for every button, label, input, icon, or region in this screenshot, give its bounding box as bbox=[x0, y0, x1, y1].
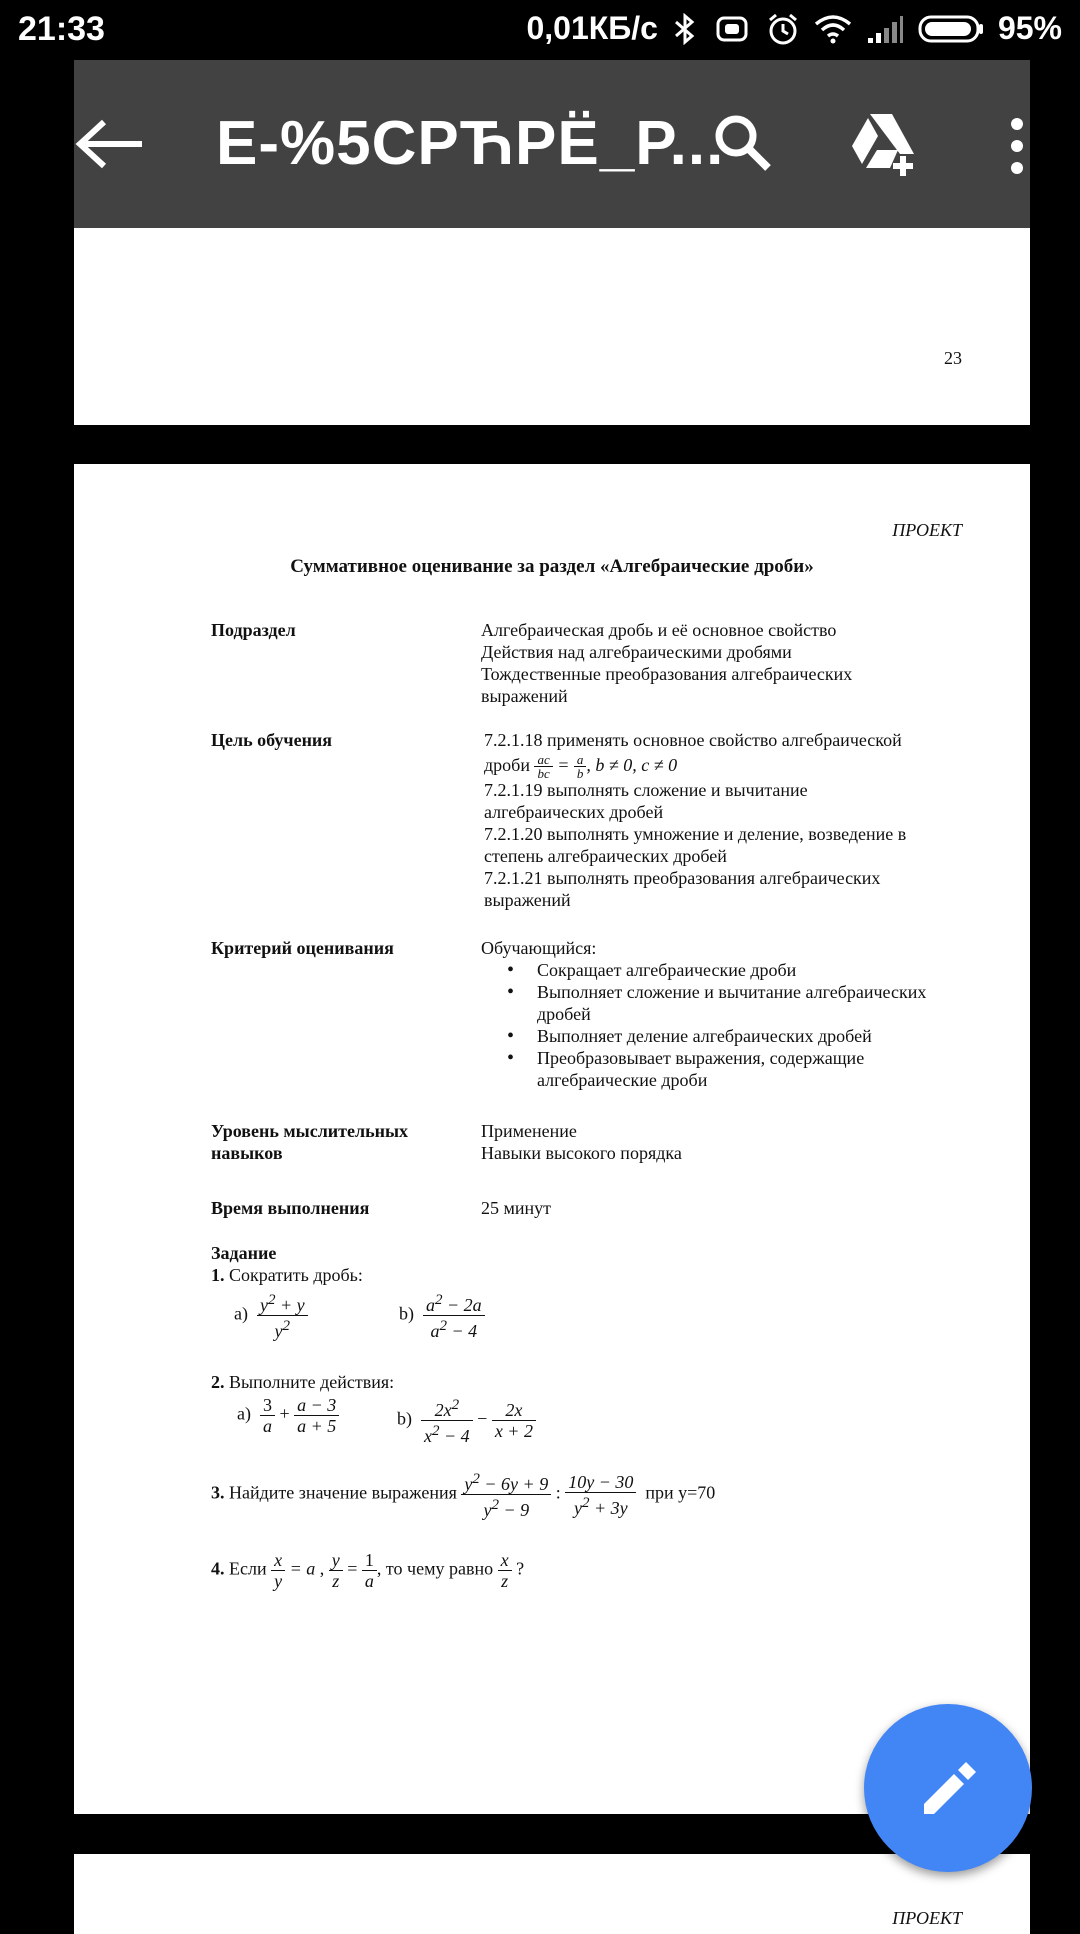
fraction: $\frac{10y - 30}{y^2 + 3y}$ bbox=[565, 1472, 636, 1518]
text-line: Действия над алгебраическими дробями bbox=[481, 642, 792, 662]
bluetooth-icon bbox=[672, 13, 698, 45]
text-line: Навыки высокого порядка bbox=[481, 1143, 682, 1163]
pdf-page-current[interactable] bbox=[74, 464, 1030, 1814]
fraction: $\frac{x}{z}$ bbox=[498, 1550, 512, 1591]
task-text: ? bbox=[516, 1558, 525, 1579]
list-item: • Преобразовывает выражения, содержащие bbox=[537, 1047, 981, 1069]
fraction: $\frac{x}{y}$ bbox=[271, 1550, 285, 1591]
battery-percent: 95% bbox=[997, 10, 1062, 46]
page-title: Суммативное оценивание за раздел «Алгебраические дроби» bbox=[290, 556, 814, 577]
subsection-value bbox=[481, 619, 981, 707]
goal-formula-line: дроби $\frac{ac}{bc}$ = $\frac{a}{b}$ , b ≠ 0, c ≠ 0 bbox=[484, 752, 678, 782]
option-label: b) bbox=[397, 1408, 412, 1429]
status-bar bbox=[0, 0, 1080, 60]
pdf-page-previous[interactable] bbox=[74, 228, 1030, 425]
fraction: $\frac{3}{a}$ bbox=[260, 1395, 275, 1436]
list-item: • Выполняет сложение и вычитание алгебраических bbox=[537, 981, 981, 1003]
text-line: выражений bbox=[481, 686, 568, 706]
criteria-list bbox=[481, 959, 981, 1091]
document-title: E-%5CPЋPЁ_P... bbox=[216, 109, 725, 178]
fraction: $\frac{y^2 + y}{y^2}$ bbox=[257, 1290, 308, 1341]
text-line: Применение bbox=[481, 1121, 577, 1141]
vibrate-icon bbox=[712, 14, 752, 44]
text-line: алгебраических дробей bbox=[484, 802, 664, 822]
list-item: • Выполняет деление алгебраических дробей bbox=[537, 1025, 981, 1047]
fraction: $\frac{a^2 - 2a}{a^2 - 4}$ bbox=[423, 1290, 485, 1341]
more-vert-icon[interactable] bbox=[1004, 116, 1030, 176]
task-number: 1. bbox=[211, 1265, 225, 1285]
text-line: степень алгебраических дробей bbox=[484, 846, 727, 866]
fraction: $\frac{2x}{x + 2}$ bbox=[492, 1400, 536, 1441]
task-1 bbox=[211, 1264, 363, 1286]
task-1-b bbox=[399, 1290, 485, 1341]
tasks-heading bbox=[211, 1242, 363, 1286]
text-line: навыков bbox=[211, 1143, 283, 1163]
task-1-a bbox=[234, 1290, 308, 1341]
wifi-icon bbox=[814, 14, 852, 44]
time-value: 25 минут bbox=[481, 1198, 552, 1218]
edit-pencil-icon bbox=[916, 1756, 980, 1820]
text-line: 7.2.1.21 выполнять преобразования алгебраических bbox=[484, 868, 881, 888]
add-to-drive-icon[interactable] bbox=[850, 112, 920, 178]
text-line: дроби bbox=[484, 755, 530, 775]
fraction: $\frac{y^2 - 6y + 9}{y^2 - 9}$ bbox=[461, 1469, 551, 1520]
thinking-label bbox=[211, 1120, 408, 1164]
status-time: 21:33 bbox=[18, 10, 105, 48]
task-2 bbox=[211, 1371, 394, 1393]
text-line: Обучающийся: bbox=[481, 938, 597, 958]
task-text: Если bbox=[229, 1558, 267, 1579]
task-number: 4. bbox=[211, 1558, 225, 1579]
text-line: 7.2.1.18 применять основное свойство алгебраической bbox=[484, 730, 902, 750]
task-4: 4. Если $\frac{x}{y}$ = a , $\frac{y}{z}$ = $\frac{1}{a}$ , то чему равно $\frac{x}{z}$ ? bbox=[211, 1550, 525, 1591]
text-line: Задание bbox=[211, 1243, 277, 1263]
fraction: $\frac{a - 3}{a + 5}$ bbox=[294, 1395, 339, 1436]
subsection-label: Подраздел bbox=[211, 620, 296, 640]
project-stamp: ПРОЕКТ bbox=[892, 1908, 962, 1928]
back-arrow-icon[interactable] bbox=[74, 104, 154, 184]
formula-ac-bc: $\frac{ac}{bc}$ bbox=[534, 753, 552, 780]
network-speed: 0,01КБ/с bbox=[526, 10, 658, 46]
fraction: $\frac{1}{a}$ bbox=[362, 1550, 377, 1591]
task-text: Найдите значение выражения bbox=[229, 1482, 457, 1503]
text-line: 7.2.1.20 выполнять умножение и деление, возведение в bbox=[484, 824, 907, 844]
list-item: • Сокращает алгебраические дроби bbox=[537, 959, 981, 981]
option-label: b) bbox=[399, 1303, 414, 1324]
text-line: Алгебраическая дробь и её основное свойство bbox=[481, 620, 837, 640]
fraction: $\frac{y}{z}$ bbox=[329, 1550, 343, 1591]
option-label: a) bbox=[237, 1403, 251, 1424]
option-label: a) bbox=[234, 1303, 248, 1324]
criteria-label: Критерий оценивания bbox=[211, 938, 394, 958]
signal-icon bbox=[866, 14, 904, 44]
task-2-b: b) $\frac{2x^2}{x^2 - 4}$ − $\frac{2x}{x + 2}$ bbox=[397, 1395, 536, 1446]
list-item-continuation: алгебраические дроби bbox=[537, 1070, 708, 1090]
criteria-value bbox=[481, 937, 981, 1091]
text-line: 7.2.1.19 выполнять сложение и вычитание bbox=[484, 780, 808, 800]
time-label: Время выполнения bbox=[211, 1198, 370, 1218]
text-line: выражений bbox=[484, 890, 571, 910]
alarm-icon bbox=[766, 12, 800, 46]
text-line: Тождественные преобразования алгебраических bbox=[481, 664, 853, 684]
formula-condition: , b ≠ 0, c ≠ 0 bbox=[586, 755, 678, 775]
page-number: 23 bbox=[944, 348, 962, 368]
task-2-a: a) $\frac{3}{a}$ + $\frac{a - 3}{a + 5}$ bbox=[237, 1395, 339, 1436]
thinking-value bbox=[481, 1120, 981, 1164]
list-item-continuation: дробей bbox=[537, 1004, 591, 1024]
status-right bbox=[526, 10, 1062, 47]
goal-label: Цель обучения bbox=[211, 730, 333, 750]
search-icon[interactable] bbox=[712, 112, 776, 176]
edit-fab-button[interactable] bbox=[864, 1704, 1032, 1872]
task-text: Сократить дробь: bbox=[229, 1265, 363, 1285]
battery-icon bbox=[918, 14, 984, 44]
formula-a-b: $\frac{a}{b}$ bbox=[574, 753, 587, 780]
task-text: Выполните действия: bbox=[229, 1372, 395, 1392]
task-number: 2. bbox=[211, 1372, 225, 1392]
project-stamp: ПРОЕКТ bbox=[892, 520, 962, 540]
task-text: , то чему равно bbox=[376, 1558, 494, 1579]
task-number: 3. bbox=[211, 1482, 225, 1503]
goal-value bbox=[484, 729, 984, 911]
pdf-page-next[interactable] bbox=[74, 1854, 1030, 1934]
task-3: 3. Найдите значение выражения $\frac{y^2 - 6y + 9}{y^2 - 9}$ : $\frac{10y - 30}{y^2 + 3y}$ при y=70 bbox=[211, 1471, 716, 1520]
text-line: Уровень мыслительных bbox=[211, 1121, 409, 1141]
fraction: $\frac{2x^2}{x^2 - 4}$ bbox=[421, 1395, 473, 1446]
task-text: при y=70 bbox=[645, 1482, 716, 1503]
app-bar bbox=[74, 60, 1030, 228]
